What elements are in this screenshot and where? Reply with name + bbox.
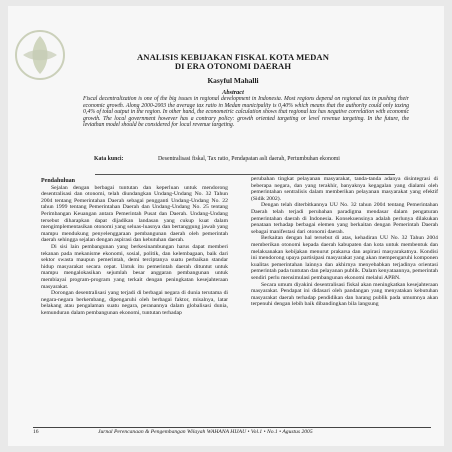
body-paragraph: perubahan tingkat pelayanan masyarakat, tanda-tanda adanya disintegrasi di beberapa negara, dan yang terakhir, banyaknya kegagalan yang dialami oleh pemerintahan sentralisis dalam memberikan pelayanan masyarakat yang efektif (Sidik 2002). <box>251 176 438 202</box>
paper-title <box>68 53 398 71</box>
page-number: 16 <box>33 429 39 435</box>
body-paragraph: Sejalan dengan berbagai tuntutan dan keperluan untuk mendorong desentralisasi dan otonomi, telah diundangkan Undang-Undang No. 32 Tahun 2004 tentang Pemerintahan Daerah sebagai pengganti Undang-Undang No. 22 tahun 1999 tentang Pemerintahan Daerah dan Undang-Undang No. 25 tentang Perimbangan Keuangan antara Pemerintah Pusat dan Daerah. Undang-Undang tersebut diharapkan dapat dijadikan landasan yang cukup kuat dalam mengimplementasikan otonomi yang seluas-luasnya dan bertanggung jawab yang mampu mendukung penyelenggaraan pembangunan daerah oleh pemerintah daerah sehingga sejalan dengan aspirasi dan kebutuhan daerah. <box>41 184 228 244</box>
journal-logo-watermark <box>13 28 67 82</box>
keywords-label: Kata kunci: <box>94 156 124 162</box>
body-paragraph: Secara umum diyakini desentralisasi fiskal akan meningkatkan kesejahteraan masyarakat. Pendapat ini didasari oleh pandangan yang menyatakan kebutuhan masyarakat daerah terhadap pendidikan dan barang publik pada umumnya akan terpenuhi dengan lebih baik dibandingkan bila langsung <box>251 281 438 308</box>
author-name: Kasyful Mahalli <box>207 76 259 85</box>
body-paragraph: Dengan telah diterbitkannya UU No. 32 tahun 2004 tentang Pemerintahan Daerah telah terjadi perubahan paradigma mendasar dalam pengaturan pemerintahan daerah di Indonesia. Konsekuensinya adalah perlunya dilakukan penataan terhadap berbagai elemen yang berkaitan dengan Pemerintah Daerah sebagai manifestasi dari otonomi daerah. <box>251 202 438 235</box>
keywords-divider <box>95 174 395 175</box>
keywords-text: Desentralisasi fiskal, Tax ratio, Pendapatan asli daerah, Pertumbuhan ekonomi <box>158 156 340 162</box>
title-line-1: ANALISIS KEBIJAKAN FISKAL KOTA MEDAN <box>136 52 330 62</box>
title-line-2: DI ERA OTONOMI DAERAH <box>174 61 292 71</box>
section-heading: Pendahuluan <box>41 178 76 184</box>
page-footer <box>33 427 431 435</box>
body-paragraph: Di sisi lain pembangunan yang berkesinambungan harus dapat memberi tekanan pada mekanisme ekonomi, sosial, politik, dan kelembagaan, baik dari sektor swasta maupun pemerintah, demi terciptanya suatu perbaikan standar hidup masyarakat secara cepat. Untuk itu pemerintah daerah dituntut untuk mampu mengalokasikan sejumlah besar anggaran pembangunan untuk membiayai program-program yang terkait dengan peningkatan kesejahteraan masyarakat. <box>41 243 228 290</box>
keywords <box>94 156 400 163</box>
paper-page <box>8 6 444 446</box>
abstract-heading: Abstract <box>222 89 244 96</box>
journal-citation: Jurnal Perencanaan & Pengembangan Wilayah WAHANA HIJAU • Vol.1 • No.1 • Agustus 2005 <box>98 429 313 435</box>
body-paragraph: Berkaitan dengan hal tersebut di atas, kehadiran UU No. 32 Tahun 2004 memberikan otonomi kepada daerah kabupaten dan kota untuk membentuk dan melaksanakan kebijakan menurut prakarsa dan aspirasi masyarakatnya. Kondisi ini mendorong upaya partisipasi masyarakat yang akan mempengaruhi komponen kualitas pemerintahan lainnya dan akhirnya menyebabkan terjadinya orientasi pemerintah pada tuntutan dan pelayanan publik. Dalam kenyataannya, pemerintah sendiri perlu mensimulasi pembangunan ekonomi melalui APBN. <box>251 235 438 281</box>
left-column <box>41 178 228 316</box>
abstract-text: Fiscal decentralization is one of the big issues in regional development in Indonesia. Most regions depend on regional tax in pushing their economic growth. Along 2000-2003 the average tax ratio in Medan municipality is 0,40% which means that the authority could only taxing 0,4% of total output in the region. In other hand, the econometric calculation shows that regional tax has negative correlation with economic growth. The local government however has a contrary policy: growth oriented targeting or level revenue targeting. In the future, the leviathan model should be considered for local revenue targeting. <box>83 96 409 129</box>
body-paragraph: Dorongan desentralisasi yang terjadi di berbagai negara di dunia terutama di negara-negara berkembang, dipengaruhi oleh berbagai faktor, misalnya, latar belakang atau pengalaman suatu negara, peranannya dalam globalisasi dunia, kemunduran dalam pembangunan ekonomi, tuntutan terhadap <box>41 290 228 316</box>
right-column <box>251 176 438 308</box>
